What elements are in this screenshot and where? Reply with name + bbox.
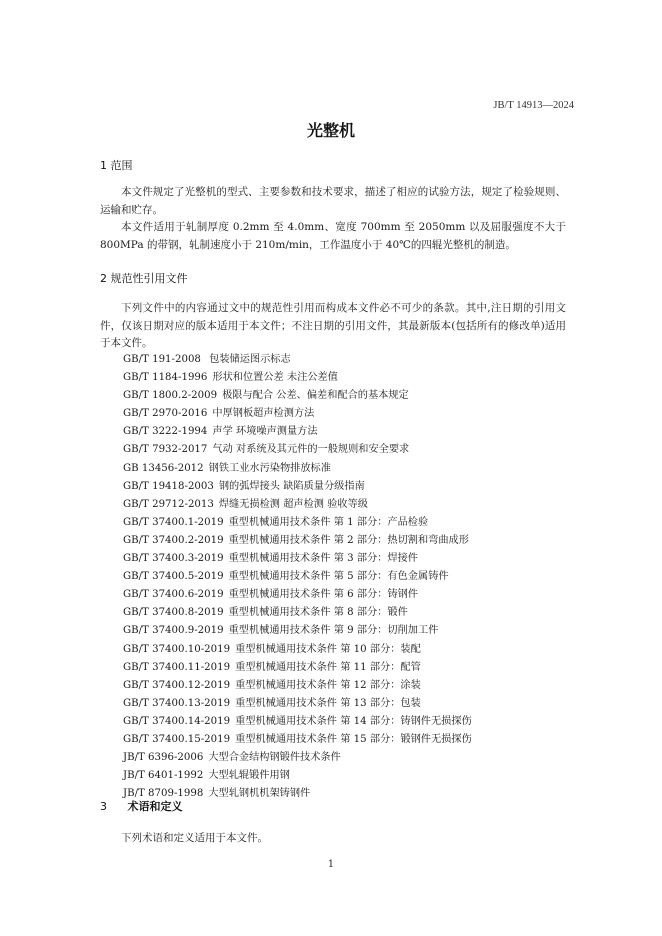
reference-title: 重型机械通用技术条件 第 1 部分：产品检验 xyxy=(228,516,429,528)
reference-title: 重型机械通用技术条件 第 13 部分：包装 xyxy=(235,697,421,709)
reference-item xyxy=(123,568,563,586)
reference-code: GB/T 37400.15-2019 xyxy=(123,733,231,745)
reference-code: GB/T 19418-2003 xyxy=(123,480,214,492)
scope-paragraph-1: 本文件规定了光整机的型式、主要参数和技术要求，描述了相应的试验方法，规定了检验规则、运输和贮存。 xyxy=(100,186,566,216)
reference-title: 重型机械通用技术条件 第 12 部分：涂装 xyxy=(235,679,421,691)
reference-item xyxy=(123,586,563,604)
reference-code: GB/T 37400.13-2019 xyxy=(123,697,231,709)
reference-item xyxy=(123,731,563,749)
reference-title: 重型机械通用技术条件 第 5 部分：有色金属铸件 xyxy=(228,571,449,583)
reference-code: GB/T 37400.1-2019 xyxy=(123,516,224,528)
reference-item xyxy=(123,695,563,713)
reference-code: GB/T 37400.12-2019 xyxy=(123,679,231,691)
reference-title: 重型机械通用技术条件 第 3 部分：焊接件 xyxy=(228,553,418,565)
reference-item xyxy=(123,749,563,767)
reference-item xyxy=(123,496,563,514)
reference-item xyxy=(123,532,563,550)
reference-title: 重型机械通用技术条件 第 6 部分：铸钢件 xyxy=(228,589,418,601)
reference-item xyxy=(123,478,563,496)
reference-code: GB/T 3222-1994 xyxy=(123,426,208,438)
reference-title: 钢铁工业水污染物排放标准 xyxy=(208,462,331,474)
reference-code: JB/T 6401-1992 xyxy=(123,770,204,782)
reference-item xyxy=(123,460,563,478)
reference-code: GB/T 2970-2016 xyxy=(123,408,208,420)
references-intro-paragraph: 下列文件中的内容通过文中的规范性引用而构成本文件必不可少的条款。其中,注日期的引用文件，仅该日期对应的版本适用于本文件；不注日期的引用文件，其最新版本(包括所有的修改单)适用于本文件。 xyxy=(100,302,566,349)
section-heading-3 xyxy=(100,798,183,814)
reference-item xyxy=(123,514,563,532)
reference-item xyxy=(123,604,563,622)
reference-code: GB/T 1800.2-2009 xyxy=(123,390,218,402)
reference-code: GB/T 37400.5-2019 xyxy=(123,571,224,583)
reference-code: GB/T 191-2008 xyxy=(123,354,201,365)
reference-title: 重型机械通用技术条件 第 11 部分：配管 xyxy=(235,661,421,673)
reference-title: 极限与配合 公差、偏差和配合的基本规定 xyxy=(222,390,409,402)
reference-item xyxy=(123,423,563,441)
reference-title: 重型机械通用技术条件 第 14 部分：铸钢件无损探伤 xyxy=(235,715,472,727)
reference-item xyxy=(123,550,563,568)
reference-item xyxy=(123,441,563,459)
document-title: 光整机 xyxy=(306,121,355,140)
reference-title: 气动 对系统及其元件的一般规则和安全要求 xyxy=(212,444,410,456)
reference-code: GB/T 37400.9-2019 xyxy=(123,625,224,637)
section-heading-2 xyxy=(100,270,188,286)
reference-item xyxy=(123,622,563,640)
section-number: 1 xyxy=(100,159,107,172)
reference-item xyxy=(123,351,563,369)
section-title: 范围 xyxy=(110,159,133,172)
reference-code: GB/T 29712-2013 xyxy=(123,498,214,510)
reference-code: GB/T 37400.8-2019 xyxy=(123,607,224,619)
reference-code: GB/T 37400.11-2019 xyxy=(123,661,231,673)
reference-code: GB/T 37400.3-2019 xyxy=(123,553,224,565)
reference-title: 大型轧辊锻件用钢 xyxy=(208,770,290,782)
reference-title: 大型轧钢机机架铸钢件 xyxy=(208,788,311,800)
reference-title: 中厚钢板超声检测方法 xyxy=(212,408,315,420)
reference-item xyxy=(123,405,563,423)
reference-title: 声学 环境噪声测量方法 xyxy=(212,426,318,438)
reference-title: 重型机械通用技术条件 第 8 部分：锻件 xyxy=(228,607,408,619)
section-title: 规范性引用文件 xyxy=(110,272,188,285)
reference-item xyxy=(123,713,563,731)
reference-item xyxy=(123,369,563,387)
reference-title: 重型机械通用技术条件 第 15 部分：锻钢件无损探伤 xyxy=(235,733,472,745)
reference-title: 重型机械通用技术条件 第 2 部分：热切割和弯曲成形 xyxy=(228,534,469,546)
reference-code: GB/T 37400.6-2019 xyxy=(123,589,224,601)
reference-item xyxy=(123,785,563,803)
section-number: 3 xyxy=(100,800,107,813)
section-number: 2 xyxy=(100,272,107,285)
standard-code: JB/T 14913—2024 xyxy=(493,100,574,111)
reference-code: GB 13456-2012 xyxy=(123,462,204,474)
reference-title: 包装储运图示标志 xyxy=(205,354,291,365)
reference-code: GB/T 7932-2017 xyxy=(123,444,208,456)
reference-item xyxy=(123,767,563,785)
reference-title: 钢的弧焊接头 缺陷质量分级指南 xyxy=(218,480,365,492)
reference-code: GB/T 37400.2-2019 xyxy=(123,534,224,546)
section-title: 术语和定义 xyxy=(127,800,183,813)
reference-code: JB/T 8709-1998 xyxy=(123,788,204,800)
reference-item xyxy=(123,641,563,659)
reference-code: JB/T 6396-2006 xyxy=(123,752,204,764)
reference-item xyxy=(123,677,563,695)
watermark xyxy=(0,910,662,921)
section-heading-1 xyxy=(100,157,133,173)
reference-title: 焊缝无损检测 超声检测 验收等级 xyxy=(218,498,368,510)
terms-intro-paragraph: 下列术语和定义适用于本文件。 xyxy=(121,832,268,844)
reference-code: GB/T 37400.10-2019 xyxy=(123,643,231,655)
reference-code: GB/T 37400.14-2019 xyxy=(123,715,231,727)
reference-code: GB/T 1184-1996 xyxy=(123,372,208,384)
reference-title: 大型合金结构钢锻件技术条件 xyxy=(208,752,341,764)
page-number: 1 xyxy=(327,858,335,870)
reference-title: 形状和位置公差 未注公差值 xyxy=(212,372,338,384)
reference-title: 重型机械通用技术条件 第 9 部分：切削加工件 xyxy=(228,625,439,637)
reference-title: 重型机械通用技术条件 第 10 部分：装配 xyxy=(235,643,421,655)
reference-item xyxy=(123,387,563,405)
reference-item xyxy=(123,659,563,677)
normative-reference-list xyxy=(123,351,563,803)
scope-paragraph-2: 本文件适用于轧制厚度 0.2mm 至 4.0mm、宽度 700mm 至 2050mm 以及屈服强度不大于 800MPa 的带钢，轧制速度小于 210m/min，工作温度小于 40℃的四辊光整机的制造。 xyxy=(100,221,566,251)
